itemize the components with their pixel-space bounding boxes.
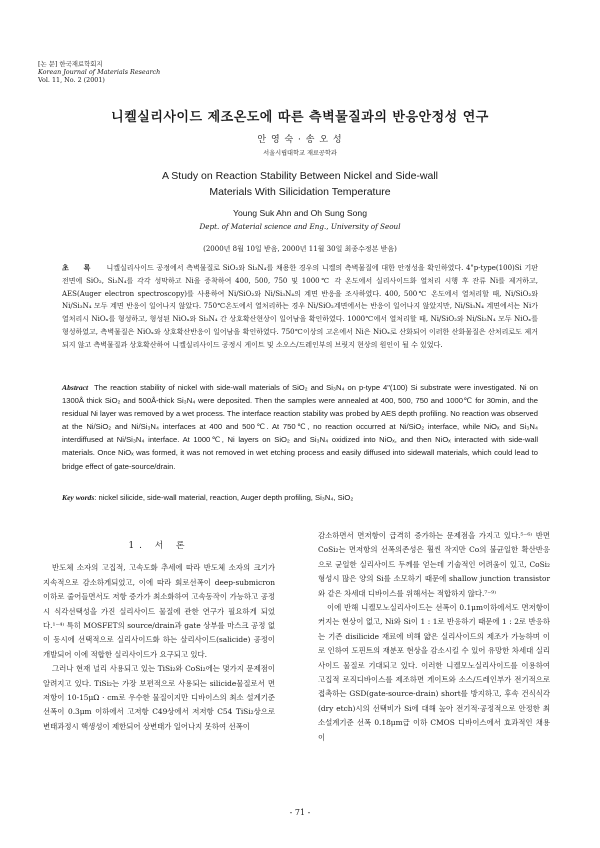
body-right-column	[318, 529, 550, 745]
intro-paragraph-4: 이에 반해 니켈모노실리사이드는 선폭이 0.1μm이하에서도 면저항이 커지는 현상이 없고, Ni와 Si이 1 : 1로 반응하기 때문에 1 : 2로 반응하는 기존 disilicide 재료에 비해 얇은 실리사이드의 제조가 가능하며 이로 인하여 도핀트의 재분포 현상을 감소시킬 수 있어 유망한 차세대 실리사이드 물질로 기대되고 있다. 이러한 니켈모노실리사이드를 이용하여 고집적 로직디바이스를 제조하면 게이트와 소스/드레인부가 전기적으로 접촉하는 GSD(gate-source-drain) short를 방지하고, 후속 건식식각(dry etch)시의 선택비가 Si에 대해 높아 전기적·공정적으로 안정한 최소설계기준 선폭 0.18μm급 이하 CMOS 디바이스에서 효과적인 채용이	[318, 603, 550, 742]
authors-en: Young Suk Ahn and Oh Sung Song	[233, 208, 367, 218]
keywords-text: : nickel silicide, side-wall material, reaction, Auger depth profiling, Si₃N₄, SiO₂	[94, 493, 354, 502]
page-number: - 71 -	[289, 808, 311, 817]
journal-header	[38, 60, 160, 84]
abstract-kr-text: 니켈실리사이드 공정에서 측벽물질로 SiO₂와 Si₃N₄를 채용한 경우의 니켈의 측벽물질에 대한 안정성을 확인하였다. 4"p-type(100)Si 기판 전면에 SiO₂, Si₃N₄를 각각 성막하고 Ni을 증착하여 400, 500, 750 및 1000℃ 각 온도에서 실리사이드화 열처리 시행 후 잔류 Ni를 제거하고, AES(Auger electron spectroscopy)를 사용하여 Ni/SiO₂와 Ni/Si₃N₄의 계면 반응을 조사하였다. 400, 500℃ 온도에서 열처리할 때, Ni/SiO₂와 Ni/Si₃N₄ 모두 계면 반응이 일어나지 않았다. 750℃온도에서 열처리하는 경우 Ni/SiO₂계면에서는 반응이 일어나지 않았지만, Ni/Si₃N₄ 계면에서는 Ni가 열처리시 NiOₓ를 형성하고, 형성된 NiOₓ와 Si₃N₄ 간 상호확산현상이 일어남을 확인하였다. 1000℃에서 열처리할 때, Ni/SiO₂와 Ni/Si₃N₄ 모두 NiOₓ를 형성하였고, 측벽물질은 NiOₓ와 상호확산반응이 일어남을 확인하였다. 750℃이상의 고온에서 Ni은 NiOₓ로 산화되어 이러한 산화물질은 산처리로도 제거되지 않고 측벽물질과 상호확산하여 니켈실리사이드 공정시 게이트 및 소오스/드레인부의 브릿지 현상의 원인이 될 수 있었다.	[62, 264, 539, 349]
intro-paragraph-3: 감소하면서 면저항이 급격히 증가하는 문제점을 가지고 있다.⁵⁻⁶⁾ 반면 CoSi₂는 면저항의 선폭의존성은 훨씬 작지만 Co의 불균일한 확산반응으로 균일한 실리사이드 두께를 얻는데 기술적인 어려움이 있고, CoSi₂형성시 많은 양의 Si를 소모하기 때문에 shallow junction transistor와 같은 차세대 디바이스를 위해서는 적합하지 않다.⁷⁻⁹⁾	[318, 531, 550, 598]
abstract-en-label: Abstract	[62, 383, 89, 392]
abstract-kr	[62, 262, 538, 352]
paper-title-en-line1: A Study on Reaction Stability Between Nickel and Side-wall	[161, 170, 439, 182]
abstract-en-text: The reaction stability of nickel with side-wall materials of SiO₂ and Si₃N₄ on p-type 4"(100) Si substrate were investigated. Ni on 1300Å thick SiO₂ and 500Å-thick Si₃N₄ were deposited. Then the samples were annealed at 400, 500, 750 and 1000℃ for 30min, and the residual Ni layer was removed by a wet process. The interface reaction stability was probed by AES depth profiling. No reaction was observed at the Ni/SiO₂ and Ni/Si₃N₄ interfaces at 400 and 500℃. At 750℃, no reaction occurred at Ni/SiO₂ interface, while NiOₓ and Si₃N₄ interdiffused at Ni/Si₃N₄ interface. At 1000℃, Ni layers on SiO₂ and Si₃N₄ oxidized into NiOₓ, and then NiOₓ interacted with side-wall materials. Once NiOₓ was formed, it was not removed in wet etching process and easily diffused into sidewall materials, which could lead to bridge effect of gate-source/drain.	[62, 383, 538, 471]
journal-name-en: Korean Journal of Materials Research	[38, 68, 161, 76]
paper-title-en	[0, 168, 600, 200]
keywords-label: Key words	[62, 493, 95, 502]
paper-title-kr: 니켈실리사이드 제조온도에 따른 측벽물질과의 반응안정성 연구	[111, 110, 489, 125]
authors-kr: 안 영 숙 · 송 오 성	[257, 135, 343, 145]
affiliation-kr: 서울시립대학교 재료공학과	[263, 150, 337, 157]
intro-paragraph-1: 반도체 소자의 고집적, 고속도화 추세에 따라 반도체 소자의 크기가 지속적으로 감소하게되었고, 이에 따라 회로선폭이 deep-submicron 이하로 줄어들면서도 저항 증가가 최소화하여 고속동작이 가능하고 공정시 식각선택성을 가진 실리사이드 물질에 관한 연구가 필요하게 되었다.¹⁻⁴⁾ 특히 MOSFET의 source/drain과 gate 상부를 마스크 공정 없이 동시에 선택적으로 실리사이드화 하는 살리사이드(salicide) 공정이 개발되어 이에 적합한 실리사이드가 요구되고 있다.	[43, 563, 275, 659]
received-dates: (2000년 8월 10일 받음, 2000년 11월 30일 최종수정본 받음)	[203, 245, 397, 253]
journal-volume: Vol. 11, No. 2 (2001)	[38, 76, 105, 84]
paper-title-en-line2: Materials With Silicidation Temperature	[209, 186, 391, 198]
abstract-en	[62, 381, 538, 473]
abstract-kr-label: 초 록	[62, 263, 97, 272]
keywords	[62, 493, 538, 502]
journal-name-kr: [논 문] 한국재료학회지	[38, 60, 103, 68]
affiliation-en: Dept. of Material science and Eng., University of Seoul	[199, 222, 401, 231]
section-heading-introduction: 1. 서 론	[128, 541, 190, 551]
body-left-column	[43, 529, 275, 734]
intro-paragraph-2: 그러나 현재 널리 사용되고 있는 TiSi₂와 CoSi₂에는 몇가지 문제점이 알려지고 있다. TiSi₂는 가장 보편적으로 사용되는 silicide물질로서 면저항이 10-15μΩ · cm로 우수한 물질이지만 디바이스의 최소 설계기준 선폭이 0.3μm 이하에서 고저항 C49상에서 저저항 C54 TiSi₂상으로 변태과정시 핵생성이 제한되어 상변태가 일어나지 못하여 선폭이	[43, 664, 275, 731]
